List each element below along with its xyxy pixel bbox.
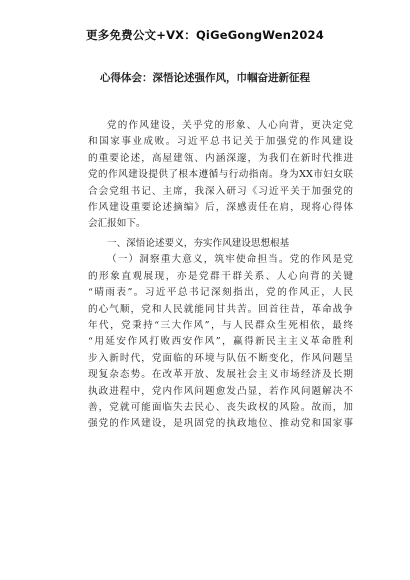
text-line: 会汇报如下。	[88, 218, 146, 230]
text-line: 执政进程中，党内作风问题愈发凸显，若作风问题解决不	[88, 385, 353, 397]
text-line: 现复杂态势。在改革开放、发展社会主义市场经济及长期	[88, 369, 353, 381]
intro-paragraph	[88, 118, 353, 233]
text-line: 党的作风建设，关乎党的形象、人心向背，更决定党	[107, 120, 353, 131]
text-line: 的形象直观展现，亦是党群干群关系、人心向背的关键	[88, 270, 353, 282]
text-line: 善，党就可能面临失去民心、丧失政权的风险。故而，加	[88, 401, 353, 413]
text-line: 年代，党秉持“三大作风”，与人民群众生死相依，最终	[88, 319, 353, 331]
text-line: 合会党组书记、主席，我深入研习《习近平关于加强党的	[88, 185, 353, 197]
section1	[88, 236, 353, 433]
text-line: “晴雨表”。习近平总书记深刻指出，党的作风正，人民	[88, 287, 353, 299]
text-line: （一）洞察重大意义，筑牢使命担当。党的作风是党	[107, 254, 353, 266]
text-line: 强党的作风建设，是巩固党的执政地位、推动党和国家事	[88, 418, 353, 430]
text-line: 步入新时代，党面临的环境与队伍不断变化，作风问题呈	[88, 352, 353, 364]
section-heading: 一、深悟论述要义，夯实作风建设思想根基	[107, 238, 290, 249]
text-line: 党的作风建设提供了根本遵循与行动指南。身为XX市妇女联	[88, 169, 353, 181]
text-line: 的心气顺，党和人民就能同甘共苦。回首往昔，革命战争	[88, 303, 353, 315]
text-line: 作风建设重要论述摘编》后，深感责任在肩，现将心得体	[88, 201, 353, 213]
text-line: 的重要论述，高屋建瓴、内涵深邃，为我们在新时代推进	[88, 152, 353, 164]
promo-header: 更多免费公文+VX：QiGeGongWen2024	[86, 28, 324, 42]
document-title: 心得体会：深悟论述强作风，巾帼奋进新征程	[100, 72, 310, 84]
text-line: 和国家事业成败。习近平总书记关于加强党的作风建设	[88, 136, 353, 148]
text-line: “用延安作风打败西安作风”，赢得新民主主义革命胜利	[88, 336, 353, 348]
